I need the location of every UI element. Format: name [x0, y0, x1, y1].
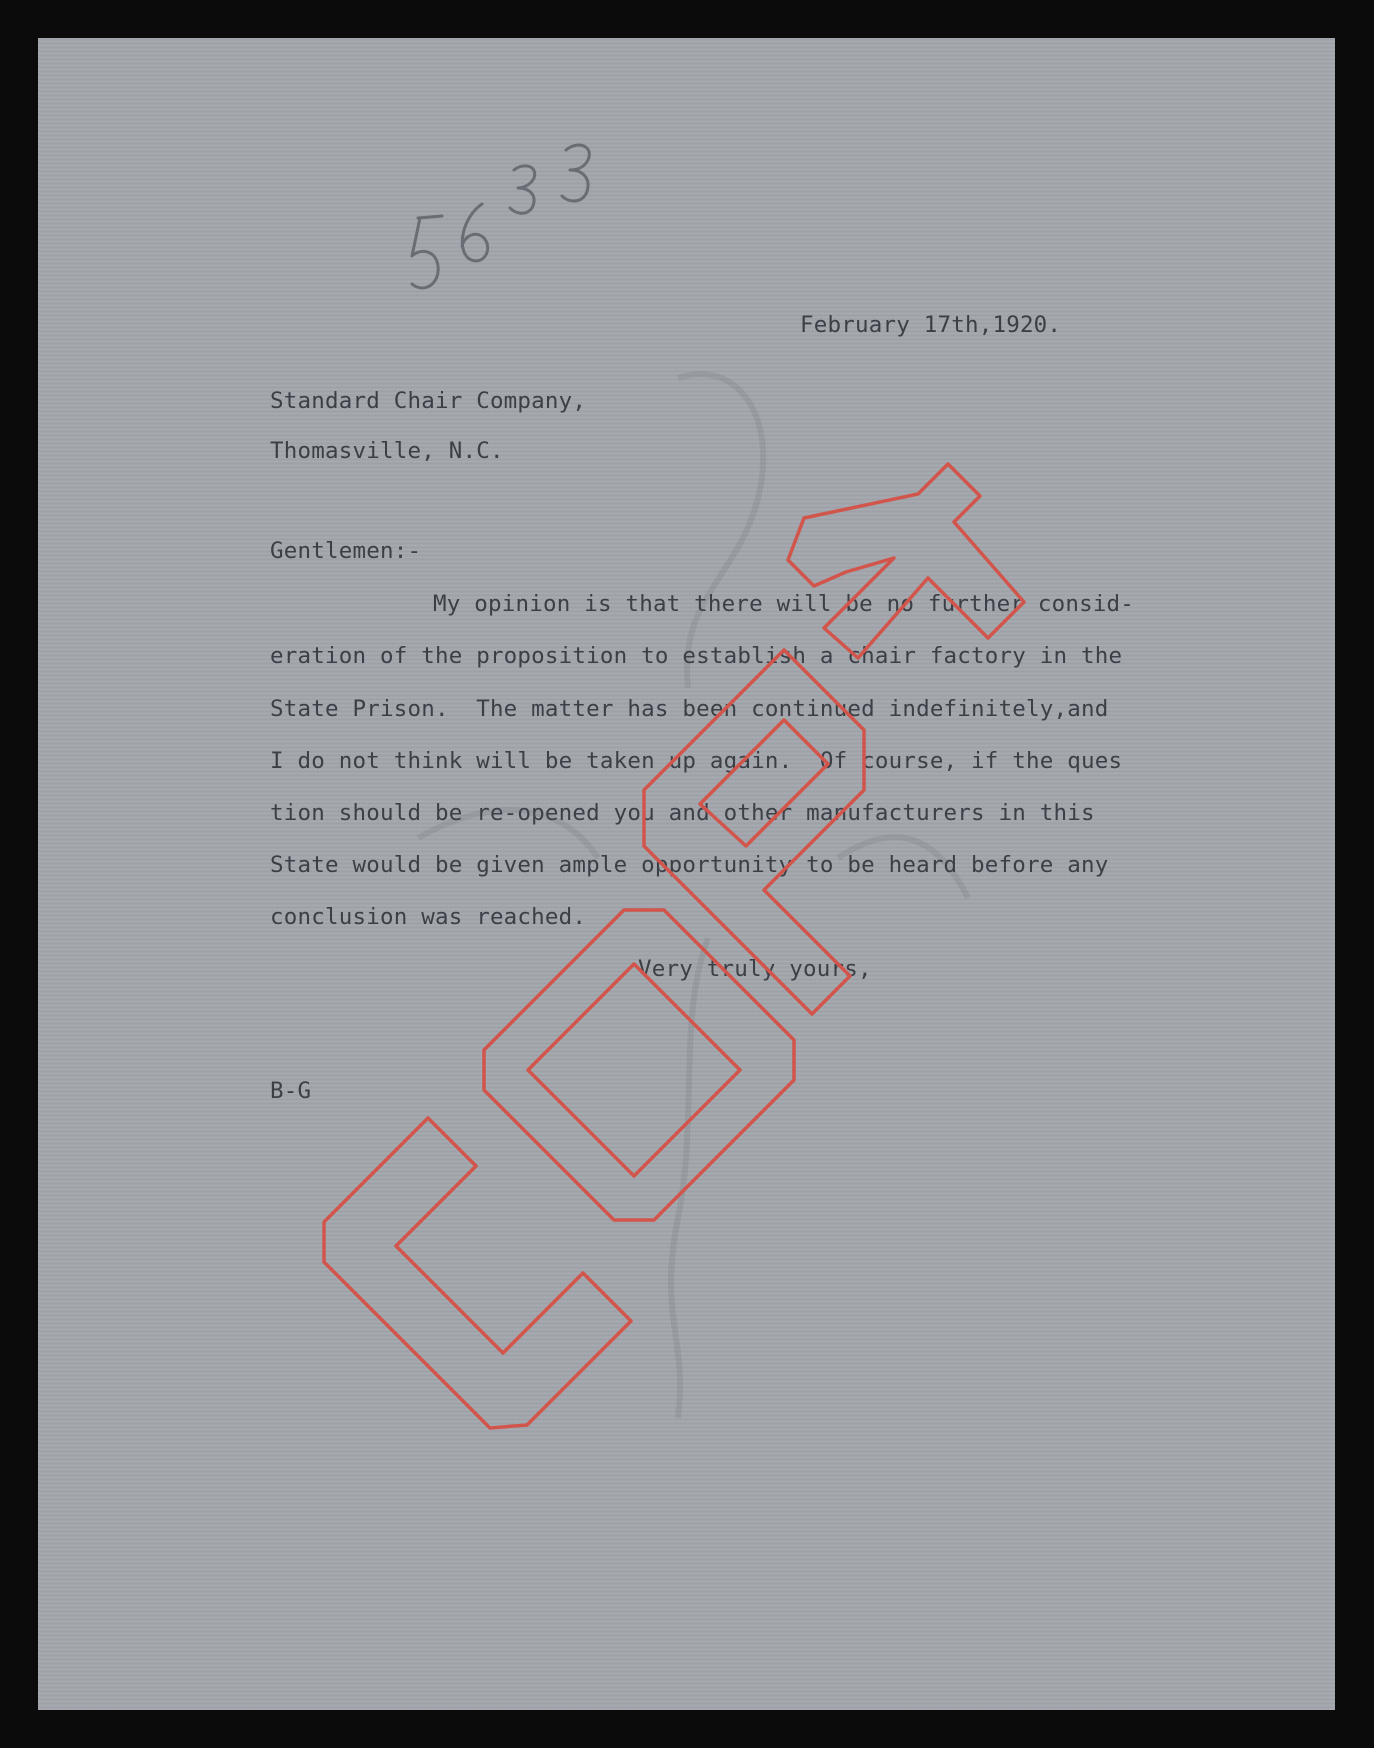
- stamp-letter-o-inner: [528, 964, 740, 1176]
- body-line: I do not think will be taken up again. Of course, if the ques: [270, 748, 1123, 774]
- recipient-city: Thomasville, N.C.: [270, 438, 504, 464]
- handwritten-page-number: [398, 126, 628, 306]
- stamp-letter-y: [788, 464, 1024, 658]
- body-line: eration of the proposition to establish a chair factory in the: [270, 643, 1123, 669]
- letter-page: [38, 38, 1335, 1710]
- stamp-letter-c: [324, 1118, 631, 1428]
- recipient-name: Standard Chair Company,: [270, 388, 587, 414]
- stamp-letter-p-bowl: [700, 720, 828, 846]
- closing: Very truly yours,: [638, 956, 872, 982]
- body-line: State Prison. The matter has been continued indefinitely,and: [270, 696, 1109, 722]
- body-line: State would be given ample opportunity to be heard before any: [270, 852, 1109, 878]
- typist-initials: B-G: [270, 1078, 312, 1104]
- salutation: Gentlemen:-: [270, 538, 422, 564]
- body-line: conclusion was reached.: [270, 904, 587, 930]
- letter-date: February 17th,1920.: [800, 312, 1062, 338]
- body-line: My opinion is that there will be no further consid-: [433, 591, 1135, 617]
- body-line: tion should be re-opened you and other manufacturers in this: [270, 800, 1095, 826]
